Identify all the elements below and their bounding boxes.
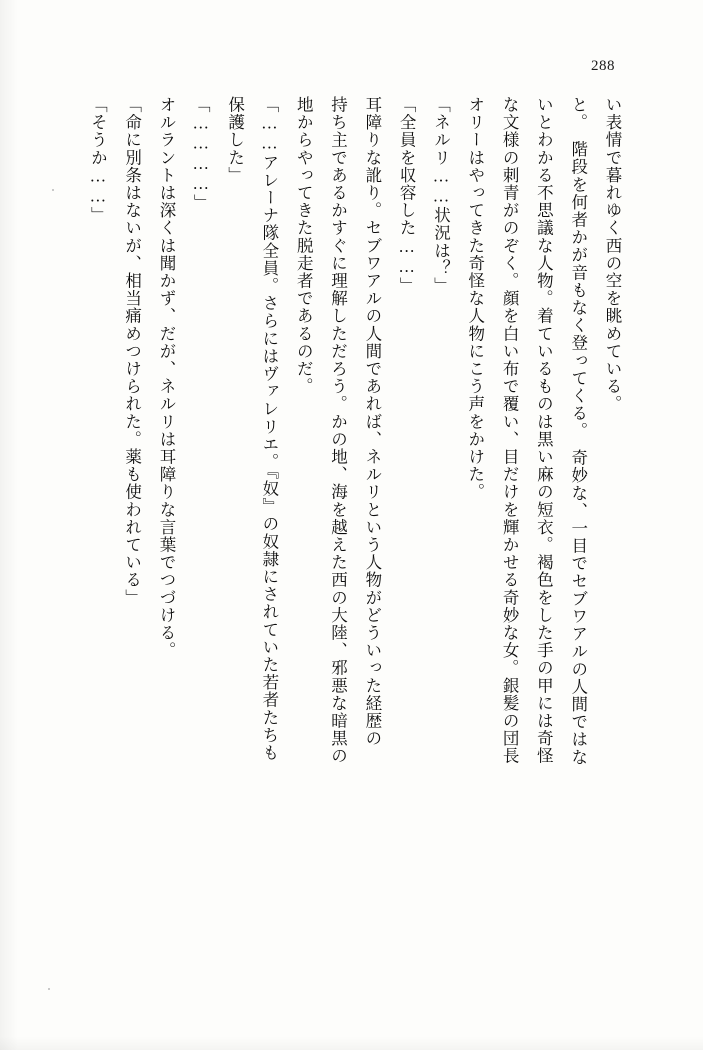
paragraph-speech: 「命に別条はないが、相当痛めつけられた。薬も使われている」	[122, 96, 142, 607]
paragraph: な文様の刺青がのぞく。顔を白い布で覆い、目だけを輝かせる奇妙な女。銀髪の団長	[500, 96, 520, 765]
paragraph-speech: 「そうか……」	[88, 96, 108, 225]
paragraph: 持ち主であるかすぐに理解しただろう。かの地、海を越えた西の大陸、邪悪な暗黒の	[328, 96, 348, 765]
paragraph-speech: 「全員を収容した……」	[397, 96, 417, 295]
scan-edge-bottom	[0, 1036, 703, 1050]
paragraph-speech: 「…………」	[191, 96, 211, 212]
paragraph: 耳障りな訛り。セブワアルの人間であれば、ネルリという人物がどういった経歴の	[362, 96, 382, 748]
paragraph: と。 階段を何者かが音もなく登ってくる。 奇妙な、一目でセブワアルの人間ではな	[568, 96, 588, 766]
paragraph: いとわかる不思議な人物。着ているものは黒い麻の短衣。褐色をした手の甲には奇怪	[534, 96, 554, 765]
paragraph: 地からやってきた脱走者であるのだ。	[294, 96, 314, 396]
paragraph-speech: 「……アレーナ隊全員。さらにはヴァレリエ。『奴』の奴隷にされていた若者たちも	[259, 96, 279, 762]
paragraph: オルラントは深くは聞かず、だが、ネルリは耳障りな言葉でつづける。	[156, 96, 176, 660]
page-number: 288	[591, 58, 615, 74]
paragraph-speech: 保護した」	[225, 96, 245, 184]
scan-speck	[52, 189, 54, 191]
paragraph: オリーはやってきた奇怪な人物にこう声をかけた。	[465, 96, 485, 501]
vertical-text-body	[69, 96, 629, 961]
paragraph: い表情で暮れゆく西の空を眺めている。	[603, 96, 622, 413]
paragraph-speech: 「ネルリ……状況は？」	[431, 96, 451, 295]
scan-edge-left	[0, 0, 18, 1050]
scan-speck	[48, 988, 50, 990]
